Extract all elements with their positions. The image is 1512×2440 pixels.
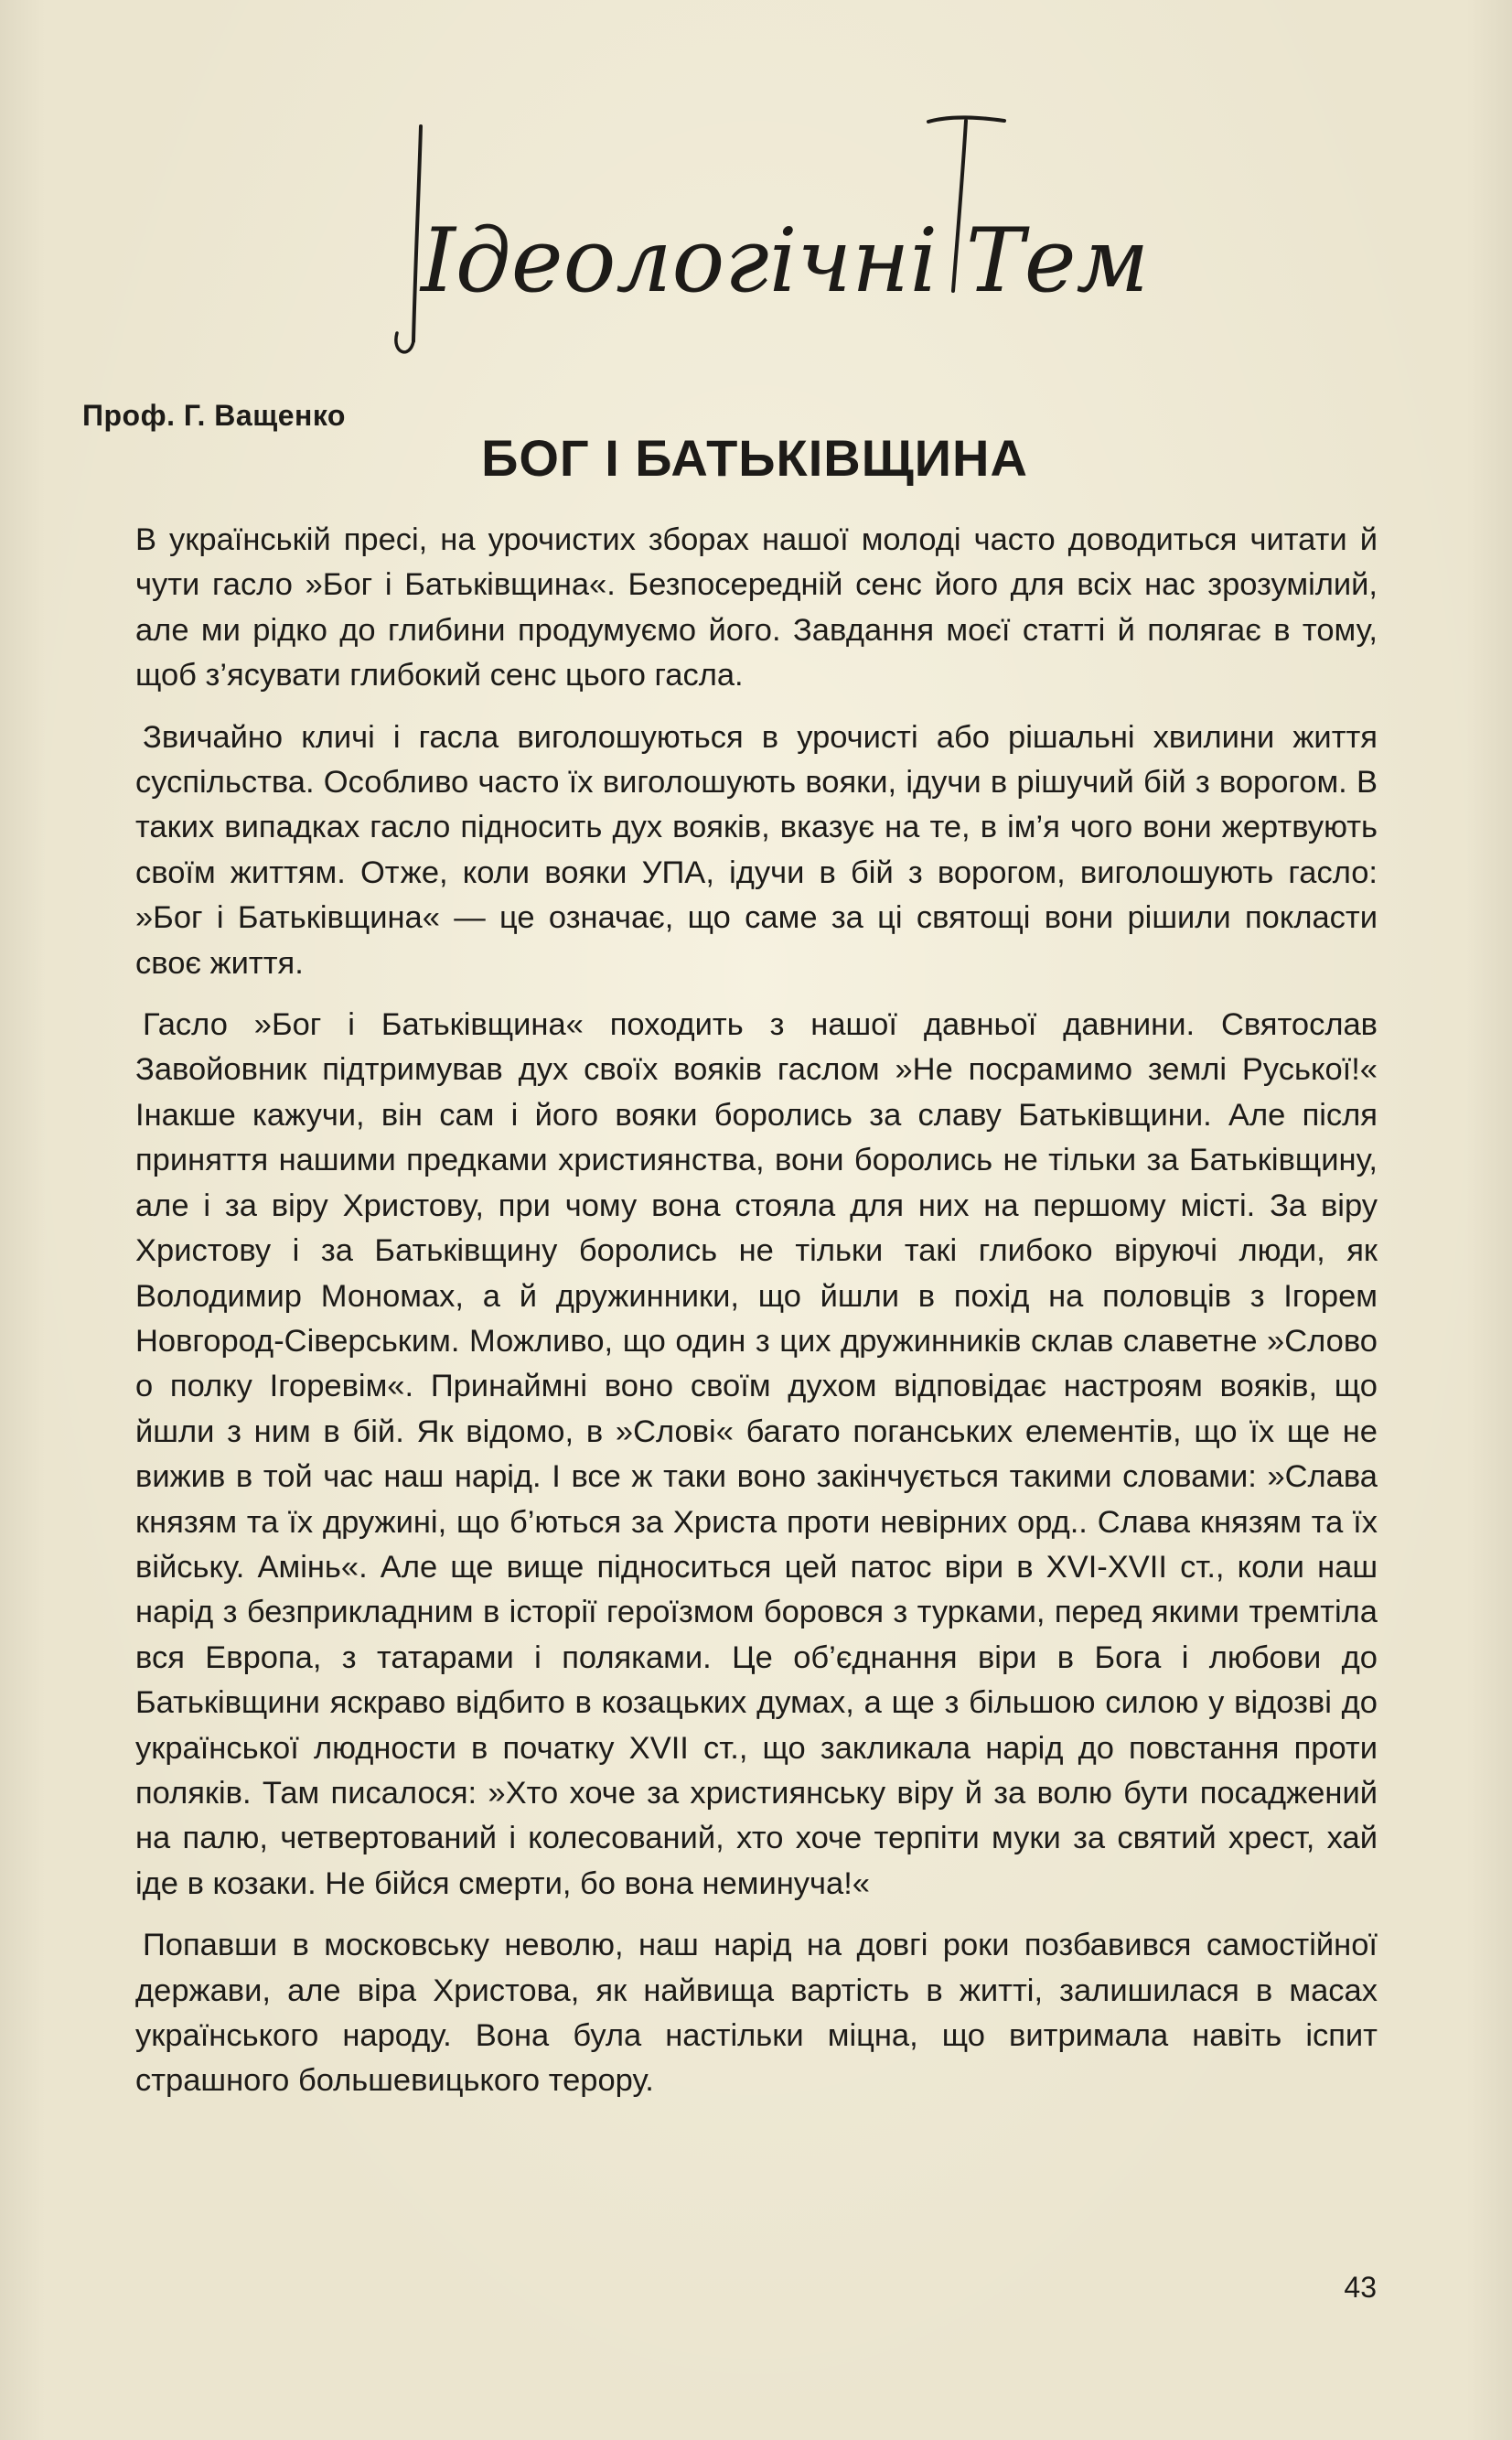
section-title bbox=[393, 108, 1143, 364]
paragraph: Попавши в московську неволю, наш нарід на довгі роки позбавився самостійної держави, але віра Христова, як найвища вартість в житті, залишилася в масах українського народу. Вона була настільки міцна, що витримала навіть іспит страшного большевицького терору. bbox=[135, 1928, 1378, 2099]
page-number: 43 bbox=[1344, 2271, 1377, 2304]
paragraph: В українській пресі, на урочистих зборах нашої молоді часто доводиться читати й чути гасло »Бог і Батьківщина«. Безпосередній сенс його для всіх нас зрозумілий, але ми рідко до глибини продумуємо його. Завдання моєї статті й полягає в тому, щоб з’ясувати глибокий сенс цього гасла. bbox=[135, 522, 1378, 693]
section-title-graphic bbox=[393, 108, 1143, 364]
article-body bbox=[135, 518, 1378, 2121]
section-title-text: Ідеологічні Теми bbox=[421, 210, 1143, 312]
article-title: БОГ І БАТЬКІВЩИНА bbox=[481, 429, 1028, 487]
paragraph: Звичайно кличі і гасла виголошуються в урочисті або рішальні хвилини життя суспільства. Особливо часто їх виголошують вояки, ідучи в рішучий бій з ворогом. В таких випадках гасло підносить дух вояків, вказує на те, в ім’я чого вони жертвують своїм життям. Отже, коли вояки УПА, ідучи в бій з ворогом, виголошують гасло: »Бог і Батьківщина« — це означає, що саме за ці святощі вони рішили покласти своє життя. bbox=[135, 719, 1378, 981]
paragraph: Гасло »Бог і Батьківщина« походить з нашої давньої давнини. Святослав Завойовник підтримував дух своїх вояків гаслом »Не посрамимо землі Руської!« Інакше кажучи, він сам і його вояки боролись за славу Батьківщини. Але після приняття нашими предками християнства, вони боролись не тільки за Батьківщину, але і за віру Христову, при чому вона стояла для них на першому місті. За віру Христову і за Батьківщину боролись не тільки такі глибоко віруючі люди, як Володимир Мономах, а й дружинники, що йшли в похід на половців з Ігорем Новгород-Сіверським. Можливо, що один з цих дружинників склав славетне »Слово о полку Ігоревім«. Принаймні воно своїм духом відповідає настроям вояків, що йшли з ним в бій. Як відомо, в »Слові« багато поганських елементів, що їх ще не вижив в той час наш нарід. І все ж таки воно закінчується такими словами: »Слава князям та їх дружині, що б’ються за Христа проти невірних орд.. Слава князям та їх війську. Амінь«. Але ще вище підноситься цей патос віри в XVI-XVII ст., коли наш нарід з безприкладним в історії героїзмом боровся з турками, перед якими тремтіла вся Европа, з татарами і поляками. Це об’єднання віри в Бога і любови до Батьківщини яскраво відбито в козацьких думах, а ще з більшою силою у відозві до української людности в початку XVII ст., що закликала нарід до повстання проти поляків. Там писалося: »Хто хоче за християнську віру й за волю бути посаджений на палю, четвертований і колесований, хто хоче терпіти муки за святий хрест, хай іде в козаки. Не бійся смерти, бо вона неминуча!« bbox=[135, 1007, 1378, 1901]
author-name: Проф. Г. Ващенко bbox=[82, 399, 346, 432]
